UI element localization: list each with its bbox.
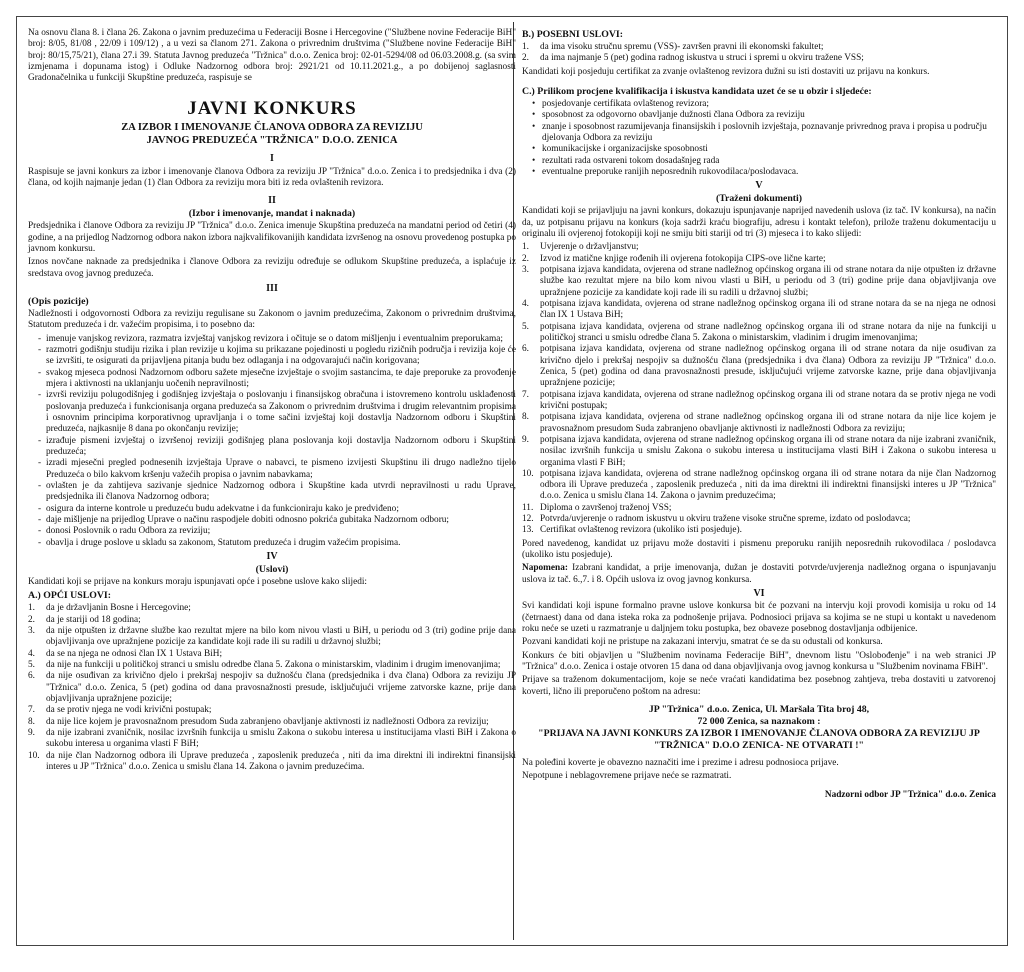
section-6-number: VI [753, 588, 765, 600]
list-item: 11. Diploma o završenoj traženoj VSS; [522, 502, 672, 513]
list-item: - obavlja i druge poslove u skladu sa zakonom, Statutom preduzeća i drugim važećim propisima. [38, 538, 516, 549]
list-item: 6. potpisana izjava kandidata, ovjerena od strane nadležnog općinskog organa ili od strane notara da nije osuđivan za krivično djelo i prekršaj nespojiv sa dužnošću člana (predsjednika i dva člana) Odbora za reviziju JP "Tržnica" d.o.o. Zenica, 5 (pet) godina od dana pravosnažnosti presude, isključujući vrijeme zatvorske kazne, prije dana objavljivanja upražnjene pozicije; [522, 344, 996, 389]
special-conditions-heading: B.) POSEBNI USLOVI: [522, 29, 623, 40]
section-1-number: I [270, 153, 274, 165]
section-5-text: Kandidati koji se prijavljuju na javni konkurs, dokazuju ispunjavanje naprijed navedenih uslova (iz tač. IV konkursa), na način da, uz potpisanu prijavu na konkurs (koja sadrži kraću biografiju, adresu i kontakt telefon), prilože traženu dokumentaciju u originalu ili ovjerenoj fotokopiji koji ne smiju biti stariji od tri (3) mjeseca i to kako slijedi: [522, 206, 996, 239]
list-item: - donosi Poslovnik o radu Odbora za reviziju; [38, 526, 516, 537]
note-text: Izabrani kandidat, a prije imenovanja, dužan je dostaviti potvrde/uvjerenja nadležnog organa o ispunjavanju uslova iz tač. 6.,7. i 8. Općih uslova iz ovog javnog konkursa. [522, 563, 996, 585]
list-item: 3. potpisana izjava kandidata, ovjerena od strane nadležnog općinskog organa ili od strane notara da nije otpušten iz državne službe kao rezultat mjere na bilo kom nivou vlasti u BiH, u periodu od 3 (tri) godine prije dana objavljivanja ove upražnjene pozicije za kandidate koji rade ili su radili u državnoj službi; [522, 264, 996, 298]
section-5-note [522, 563, 996, 586]
list-item: 1. da ima visoku stručnu spremu (VSS)- završen pravni ili ekonomski fakultet; [522, 41, 824, 52]
list-item: 9. da nije izabrani zvaničnik, nosilac izvršnih funkcija u smislu Zakona o sukobu interesa u institucijama vlasti BiH i Zakona o sukobu interesa u organima vlasti F BiH; [28, 728, 516, 750]
list-item: - svakog mjeseca podnosi Nadzornom odboru sažete mjesečne izvještaje o svojim sastancima, te daje preporuke za provođenje mjera i aktivnosti na uklanjanju uočenih nepravilnosti; [38, 368, 516, 391]
list-item: 13. Certifikat ovlaštenog revizora (ukoliko isti posjeduje). [522, 525, 742, 536]
signature: Nadzorni odbor JP "Tržnica" d.o.o. Zenica [824, 790, 996, 801]
document-title: JAVNI KONKURS [187, 97, 357, 119]
list-item: - razmotri godišnju studiju rizika i plan revizije u kojima su prikazane pojedinosti u pogledu rizičnih područja i revizija koje će se izvršiti, te osigurati da prijavljena pitanja budu bez odlaganja i na odgovarajući način korigovana; [38, 345, 516, 368]
list-item: • rezultati rada ostvareni tokom dosadašnjeg rada [532, 156, 996, 167]
list-item: 2. da je stariji od 18 godina; [28, 614, 141, 625]
list-item: 1. da je državljanin Bosne i Hercegovine; [28, 603, 191, 614]
list-item: • sposobnost za odgovorno obavljanje dužnosti člana Odbora za reviziju [532, 110, 996, 121]
general-conditions-heading: A.) OPĆI USLOVI: [28, 590, 112, 602]
section-6-paragraph-5: Na poleđini koverte je obavezno naznačiti ime i prezime i adresu podnosioca prijave. [522, 757, 839, 768]
section-6-paragraph-6: Nepotpune i neblagovremene prijave neće se razmatrati. [522, 771, 732, 781]
section-6-paragraph-3: Konkurs će biti objavljen u "Službenim novinama Federacije BiH", dnevnom listu "Oslobođenje" i na web stranici JP "Tržnica" d.o.o. Zenica i ostaje otvoren 15 dana od dana objavljivanja ovog javnog konkursa u "Službenim novinama FBiH". [522, 650, 996, 672]
list-item: - izradi mjesečni pregled podnesenih izvještaja Uprave o nabavci, te pismeno izvijesti Skupštinu ili drugo nadležno tijelo Preduzeća o bilo kakvom kršenju važećih propisa o javnim nabavkama; [38, 458, 516, 481]
address-line-1: JP "Tržnica" d.o.o. Zenica, Ul. Maršala Tita broj 48, [648, 703, 870, 715]
list-item: 10. potpisana izjava kandidata, ovjerena od strane nadležnog općinskog organa ili od strane notara da nije član Nadzornog odbora ili Uprave preduzeća , zaposlenik preduzeća , niti da ima direktni ili indirektni finansijski interes u JP "Tržnica" d.o.o. Zenica u smislu člana 14. Zakona o javnim preduzećima; [522, 468, 996, 502]
list-item: 9. potpisana izjava kandidata, ovjerena od strane nadležnog općinskog organa ili od strane notara da nije izabrani zvaničnik, nosilac izvršnih funkcija u smislu Zakona o sukobu interesa u institucijama vlasti BiH i Zakona o sukobu interesa u organima vlasti F BiH; [522, 434, 996, 468]
section-3-text: Nadležnosti i odgovornosti Odbora za reviziju regulisane su Zakonom o javnim preduzećima, Zakonom o privrednim društvima, Statutom preduzeća i dr. važećim propisima, i to posebno da: [28, 309, 516, 331]
section-5-heading: (Traženi dokumenti) [715, 193, 803, 205]
required-documents-list [522, 242, 996, 537]
list-item: - izvrši reviziju polugodišnjeg i godišnjeg izvještaja o poslovanju i finansijskog obračuna i istovremeno kontrolu usklađenosti poslovanja preduzeća i funkcionisanja organa preduzeća sa Zakonom o privrednim društvima i drugim relevantnim propisima i osnovnim principima korporativnog upravljanja i o tome sačini izvještaj koji dostavlja Nadzornom odboru i Skupštini preduzeća, najkasnije 8 dana po okončanju revizije; [38, 390, 516, 435]
list-item: 12. Potvrda/uvjerenje o radnom iskustvu u okviru tražene visoke stručne spreme, izdato od poslodavca; [522, 514, 911, 525]
address-line-2: 72 000 Zenica, sa naznakom : [697, 715, 821, 727]
list-item: - ovlašten je da zahtijeva sazivanje sjednice Nadzornog odbora i Skupštine kada utvrdi nepravilnosti u radu Uprave, predsjednika ili članova Nadzornog odbora; [38, 481, 516, 504]
envelope-marking: "PRIJAVA NA JAVNI KONKURS ZA IZBOR I IMENOVANJE ČLANOVA ODBORA ZA REVIZIJU JP "TRŽNICA" D.O.O ZENICA- NE OTVARATI !" [538, 727, 980, 751]
section-4-number: IV [266, 551, 278, 563]
list-item: 8. potpisana izjava kandidata, ovjerena od strane nadležnog općinskog organa ili od strane notara da nije lice kojem je pravosnažnom presudom Suda zabranjeno obavljanje aktivnosti iz nadležnosti Odbora za reviziju; [522, 412, 996, 434]
list-item: 8. da nije lice kojem je pravosnažnom presudom Suda zabranjeno obavljanje aktivnosti iz nadležnosti Odbora za reviziju; [28, 716, 489, 727]
section-3-list [28, 334, 516, 549]
list-item: - osigura da interne kontrole u preduzeću budu adekvatne i da funkcioniraju kako je predviđeno; [38, 504, 516, 515]
list-item: • eventualne preporuke ranijih neposrednih rukovodilaca/poslodavaca. [532, 167, 996, 178]
list-item: 5. potpisana izjava kandidata, ovjerena od strane nadležnog općinskog organa ili od strane notara da nije na funkciji u političkoj stranci u smislu odredbe člana 5. Zakona o ministarskim, vladinim i drugim imenovanjima; [522, 321, 996, 343]
section-1-text: Raspisuje se javni konkurs za izbor i imenovanje članova Odbora za reviziju JP "Tržnica" d.o.o. Zenica i to predsjednika i dva (2) člana, od kojih najmanje jedan (1) član Odbora za reviziju mora biti iz reda ovlaštenih revizora. [28, 166, 516, 188]
list-item: • komunikacijske i organizacijske sposobnosti [532, 144, 996, 155]
list-item: - daje mišljenje na prijedlog Uprave o načinu raspodjele dobiti odnosno pokrića gubitaka Nadzornom odboru; [38, 515, 516, 526]
list-item: 6. da nije osuđivan za krivično djelo i prekršaj nespojiv sa dužnošću člana (predsjednika i dva člana) Odbora za reviziju JP "Tržnica" d.o.o. Zenica, 5 (pet) godina od dana pravosnažnosti presude, isključujući vrijeme zatvorske kazne, prije dana objavljivanja upražnjene pozicije; [28, 671, 516, 705]
evaluation-criteria-list [522, 99, 996, 178]
list-item: 7. potpisana izjava kandidata, ovjerena od strane nadležnog općinskog organa ili od strane notara da se protiv njega ne vodi krivični postupak; [522, 389, 996, 411]
list-item: 2. da ima najmanje 5 (pet) godina radnog iskustva u struci i spremi u okviru tražene VSS; [522, 53, 864, 64]
list-item: • znanje i sposobnost razumijevanja finansijskih i poslovnih izvještaja, poznavanje privrednog prava i propisa u području djelovanja Odbora za reviziju [532, 122, 996, 145]
list-item: - izrađuje pismeni izvještaj o izvršenoj reviziji godišnjeg plana poslovanja koji dostavlja Nadzornom odboru i Skupštini preduzeća; [38, 436, 516, 459]
list-item: • posjedovanje certifikata ovlaštenog revizora; [532, 99, 996, 110]
section-4-heading: (Uslovi) [255, 564, 289, 576]
section-2-paragraph-2: Iznos novčane naknade za predsjednika i članove Odbora za reviziju određuje se odlukom Skupštine preduzeća, a isplaćuje iz sredstava ovog javnog preduzeća. [28, 257, 516, 279]
section-6-paragraph-4: Prijave sa traženom dokumentacijom, koje se neće vraćati kandidatima bez posebnog zahtjeva, treba dostaviti u zatvorenoj koverti, lično ili preporučeno poštom na adresu: [522, 675, 996, 697]
section-5-recommendation: Pored navedenog, kandidat uz prijavu može dostaviti i pismenu preporuku ranijih neposrednih rukovodilaca / poslodavca (ukoliko istu posjeduje). [522, 538, 996, 561]
document-page [10, 10, 1014, 952]
intro-paragraph: Na osnovu člana 8. i člana 26. Zakona o javnim preduzećima u Federaciji Bosne i Hercegovine ("Službene novine Federacije BiH" broj: 8/05, 81/08 , 22/09 i 109/12) , a u vezi sa članom 271. Zakona o privrednim društvima ("Službene novine Federacije BiH" broj: 80/15,75/21), člana 27.i 39. Statuta Javnog preduzeća "Tržnica" d.o.o. Zenica broj: 02-01-5294/08 od 06.03.2008.g. (sa svim izmjenama i dopunama istog) i Odluke Nadzornog odbora broj: 2921/21 od 10.11.2021.g., a po dobijenoj saglasnosti Gradonačelnika u funkciji Skupštine preduzeća, raspisuje se [28, 28, 516, 84]
list-item: 7. da se protiv njega ne vodi krivični postupak; [28, 705, 212, 716]
section-5-number: V [755, 180, 763, 192]
evaluation-criteria-heading: C.) Prilikom procjene kvalifikacija i iskustva kandidata uzet će se u obzir i sljedeće: [522, 85, 872, 97]
document-subtitle-2: JAVNOG PREDUZEĆA "TRŽNICA" D.O.O. ZENICA [146, 134, 398, 146]
list-item: 4. da se na njega ne odnosi član IX 1 Ustava BiH; [28, 648, 223, 659]
list-item: - imenuje vanjskog revizora, razmatra izvještaj vanjskog revizora i očituje se o datom mišljenju i eventualnim preporukama; [38, 334, 516, 345]
section-6-paragraph-1: Svi kandidati koji ispune formalno pravne uslove konkursa bit će pozvani na intervju koji provodi komisija u roku od 14 (četrnaest) dana od dana isteka roka za podnošenje prijava. Podnosioci prijava sa kojima se ne stupi u kontakt u navedenom roku neće se uzeti u razmatranje u daljnjem toku postupka, bez obaveze posebnog dostavljanja odbijenice. [522, 601, 996, 634]
left-column [28, 28, 516, 775]
list-item: 5. da nije na funkciji u političkoj stranci u smislu odredbe člana 5. Zakona o ministarskim, vladinim i drugim imenovanjima; [28, 660, 501, 671]
list-item: 10. da nije član Nadzornog odbora ili Uprave preduzeća , zaposlenik preduzeća , niti da ima direktni ili indirektni finansijski interes u JP "Tržnica" d.o.o. Zenica u smislu člana 14. Zakona o javnim preduzećima. [28, 750, 516, 773]
section-3-number: III [266, 283, 278, 295]
right-column [522, 28, 996, 802]
list-item: 4. potpisana izjava kandidata, ovjerena od strane nadležnog općinskog organa ili od strane notara da se na njega ne odnosi član IX 1 Ustava BiH; [522, 298, 996, 321]
special-conditions-note: Kandidati koji posjeduju certifikat za zvanje ovlaštenog revizora dužni su isti dostaviti uz prijavu na konkurs. [522, 66, 930, 77]
section-4-text: Kandidati koji se prijave na konkurs moraju ispunjavati opće i posebne uslove kako slijedi: [28, 577, 368, 588]
section-2-number: II [268, 195, 276, 207]
list-item: 3. da nije otpušten iz državne službe kao rezultat mjere na bilo kom nivou vlasti u BiH, u periodu od 3 (tri) godine prije dana objavljivanja ove upražnjene pozicije za kandidate koji rade ili su radili u državnoj službi; [28, 626, 516, 648]
general-conditions-list [28, 603, 516, 773]
section-2-paragraph-1: Predsjednika i članove Odbora za reviziju JP "Tržnica" d.o.o. Zenica imenuje Skupština preduzeća na mandatni period od četiri (4) godine, a na prijedlog Nadzornog odbora nakon izbora najkvalifikovanijih kandidata izvršenog na osnovu provedenog postupka po javnom konkursu. [28, 221, 516, 255]
note-label: Napomena: [522, 563, 568, 574]
section-3-heading: (Opis pozicije) [28, 296, 89, 308]
special-conditions-list [522, 42, 996, 65]
list-item: 1. Uvjerenje o državljanstvu; [522, 242, 639, 253]
document-subtitle-1: ZA IZBOR I IMENOVANJE ČLANOVA ODBORA ZA REVIZIJU [121, 121, 423, 133]
section-2-heading: (Izbor i imenovanje, mandat i naknada) [188, 208, 356, 220]
section-6-paragraph-2: Pozvani kandidati koji ne pristupe na zakazani intervju, smatrat će se da su odustali od konkursa. [522, 637, 883, 648]
list-item: 2. Izvod iz matične knjige rođenih ili ovjerena fotokopija CIPS-ove lične karte; [522, 253, 826, 264]
